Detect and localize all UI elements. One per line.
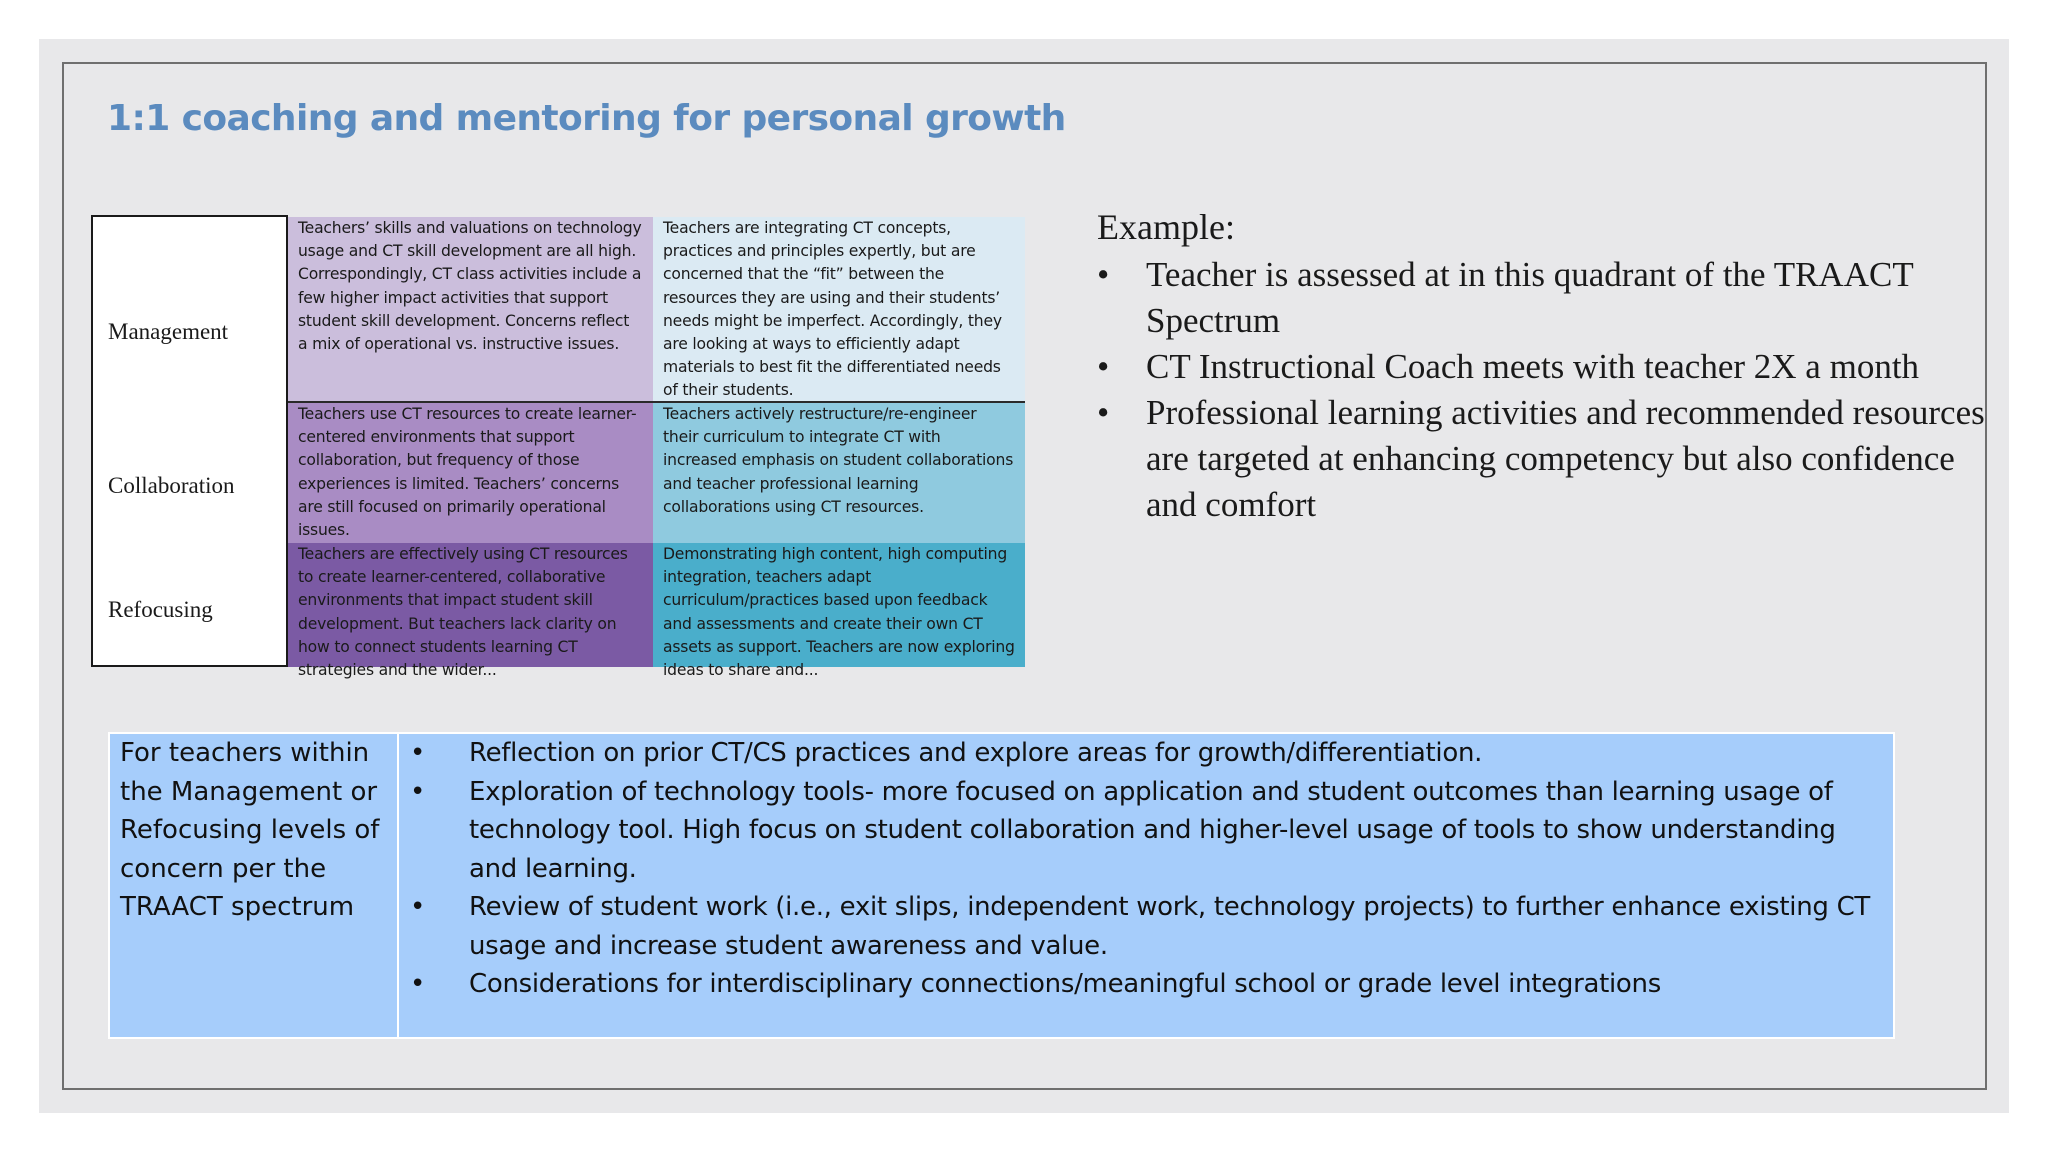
- bullet-icon: •: [1097, 393, 1110, 432]
- example-item: • Professional learning activities and recommended resources are targeted at enhancing competency but also confidence and comfort: [1097, 390, 1997, 528]
- table-audience-cell: For teachers within the Management or Refocusing levels of concern per the TRAACT spectrum: [110, 734, 399, 1037]
- bullet-icon: •: [410, 776, 426, 807]
- bullet-icon: •: [410, 969, 426, 999]
- matrix-cell-refocusing-low: Teachers are effectively using CT resources to create learner-centered, collaborative environments that impact student skill development. But teachers lack clarity on how to connect students learning CT strategies and the wider...: [288, 543, 653, 667]
- matrix-cell-management-low: Teachers’ skills and valuations on technology usage and CT skill development are all high. Correspondingly, CT class activities include a few higher impact activities that support student skill development. Concerns reflect a mix of operational vs. instructive issues.: [288, 217, 653, 401]
- matrix-cell-collaboration-high: Teachers actively restructure/re-engineer their curriculum to integrate CT with increased emphasis on student collaborations and teacher professional learning collaborations using CT resources.: [653, 403, 1025, 543]
- example-item: • CT Instructional Coach meets with teacher 2X a month: [1097, 344, 1997, 390]
- level-label-collaboration: Collaboration: [108, 473, 235, 498]
- level-label-management: Management: [108, 319, 229, 344]
- table-activities-list: [399, 734, 1893, 1037]
- example-item: • Teacher is assessed at in this quadrant of the TRAACT Spectrum: [1097, 252, 1997, 344]
- level-labels-box: [91, 215, 288, 667]
- bullet-icon: •: [1097, 255, 1110, 294]
- slide-title: 1:1 coaching and mentoring for personal growth: [107, 98, 1066, 139]
- activity-item: • Exploration of technology tools- more focused on application and student outcomes than learning usage of technology tool. High focus on student collaboration and higher-level usage of tools to show understanding and learning.: [399, 773, 1881, 889]
- matrix-cell-collaboration-low: Teachers use CT resources to create learner-centered environments that support collaboration, but frequency of those experiences is limited. Teachers’ concerns are still focused on primarily operational issues.: [288, 403, 653, 543]
- bullet-icon: •: [410, 892, 426, 922]
- matrix-cell-refocusing-high: Demonstrating high content, high computing integration, teachers adapt curriculum/practices based upon feedback and assessments and create their own CT assets as support. Teachers are now exploring ideas to share and...: [653, 543, 1025, 667]
- matrix-divider: [288, 401, 1025, 403]
- matrix-cell-management-high: Teachers are integrating CT concepts, practices and principles expertly, but are concerned that the “fit” between the resources they are using and their students’ needs might be imperfect. Accordingly, they are looking at ways to efficiently adapt materials to best fit the differentiated needs of their students.: [653, 217, 1025, 401]
- bullet-icon: •: [410, 738, 426, 768]
- activity-item: • Reflection on prior CT/CS practices and explore areas for growth/differentiation.: [399, 734, 1881, 773]
- bullet-icon: •: [1097, 347, 1110, 386]
- activities-table: [108, 732, 1895, 1039]
- activity-item: • Review of student work (i.e., exit slips, independent work, technology projects) to further enhance existing CT usage and increase student awareness and value.: [399, 888, 1881, 965]
- level-label-refocusing: Refocusing: [108, 597, 213, 622]
- example-heading: Example:: [1097, 207, 1235, 247]
- traact-matrix: [91, 215, 1025, 680]
- activity-item: • Considerations for interdisciplinary connections/meaningful school or grade level integrations: [399, 965, 1881, 1004]
- example-list: [1097, 252, 1997, 528]
